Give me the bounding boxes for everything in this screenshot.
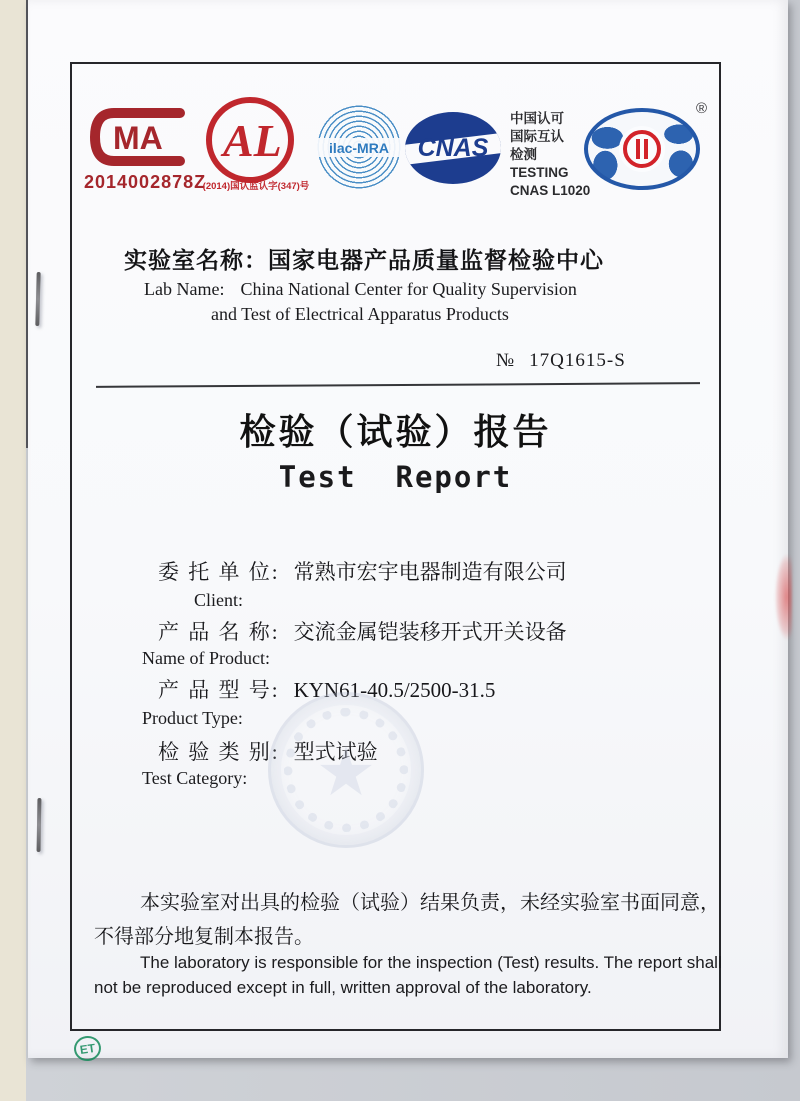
lab-name-en-line2: and Test of Electrical Apparatus Products <box>211 304 509 324</box>
cnas-logo-icon <box>405 112 501 184</box>
field-label: 委 托 单 位: <box>158 560 280 584</box>
staple <box>37 798 42 852</box>
cma-logo-icon <box>86 102 190 172</box>
report-number-prefix: № <box>496 350 516 371</box>
accreditation-line: 国际互认 <box>510 129 564 144</box>
lab-name-en-label: Lab Name: <box>144 279 225 299</box>
accreditation-line: 检测 <box>510 147 537 162</box>
lab-name-en-line1 <box>144 279 577 300</box>
accreditation-line: 中国认可 <box>510 111 564 126</box>
al-caption: (2014)国认监认字(347)号 <box>202 181 310 192</box>
accreditation-line: TESTING <box>510 165 569 180</box>
field-value: 型式试验 <box>293 740 378 764</box>
statement-zh-line2: 不得部分地复制本报告。 <box>94 926 314 948</box>
report-title-zh: 检验（试验）报告 <box>239 412 552 452</box>
globe-center <box>619 126 665 172</box>
field-product-type-zh <box>158 674 495 704</box>
field-label: 产 品 名 称: <box>158 620 280 644</box>
ilac-label: ilac-MRA <box>329 139 389 156</box>
red-ink-smudge <box>766 538 792 656</box>
et-stamp-label: ET <box>78 1040 97 1057</box>
accreditation-line: CNAS L1020 <box>510 183 591 198</box>
cma-letters: MA <box>113 120 163 156</box>
field-label: 产 品 型 号: <box>158 678 280 702</box>
cma-certificate-number: 2014002878Z <box>84 172 207 192</box>
report-number <box>496 350 626 372</box>
globe-certification-icon <box>584 108 700 190</box>
field-test-category-en: Test Category: <box>142 768 248 788</box>
cma-mark <box>86 102 190 172</box>
staple <box>35 272 40 326</box>
field-product-type-en: Product Type: <box>142 708 243 728</box>
lab-name-zh: 实验室名称：国家电器产品质量监督检验中心 <box>124 248 604 273</box>
report-page <box>28 0 788 1058</box>
globe-red-emblem <box>623 130 661 168</box>
al-letters: AL <box>223 115 282 166</box>
ilac-mra-logo-icon <box>317 105 401 189</box>
field-client-en: Client: <box>194 590 243 610</box>
field-product-name-en: Name of Product: <box>142 648 270 668</box>
field-client-zh <box>158 556 567 586</box>
cnas-label: CNAS <box>417 134 489 162</box>
et-corner-stamp <box>72 1034 102 1063</box>
statement-en: The laboratory is responsible for the inspection (Test) results. The report shall not be reproduced except in full, written approval of the laboratory. <box>94 953 722 997</box>
field-test-category-zh <box>158 736 378 766</box>
report-number-value: 17Q1615-S <box>529 350 626 371</box>
field-label: 检 验 类 别: <box>158 740 280 764</box>
registered-trademark-symbol: ® <box>696 100 708 117</box>
field-product-name-zh <box>158 616 567 646</box>
field-value: 常熟市宏宇电器制造有限公司 <box>293 560 567 584</box>
al-logo-icon <box>205 96 295 184</box>
field-value: KYN61-40.5/2500-31.5 <box>293 678 496 702</box>
ilac-band <box>317 138 401 157</box>
statement-zh-line1: 本实验室对出具的检验（试验）结果负责，未经实验室书面同意， <box>140 892 720 914</box>
lab-name-en-text: China National Center for Quality Supervision <box>240 279 577 299</box>
field-value: 交流金属铠装移开式开关设备 <box>293 620 567 644</box>
report-title-en: Test Report <box>278 460 513 494</box>
